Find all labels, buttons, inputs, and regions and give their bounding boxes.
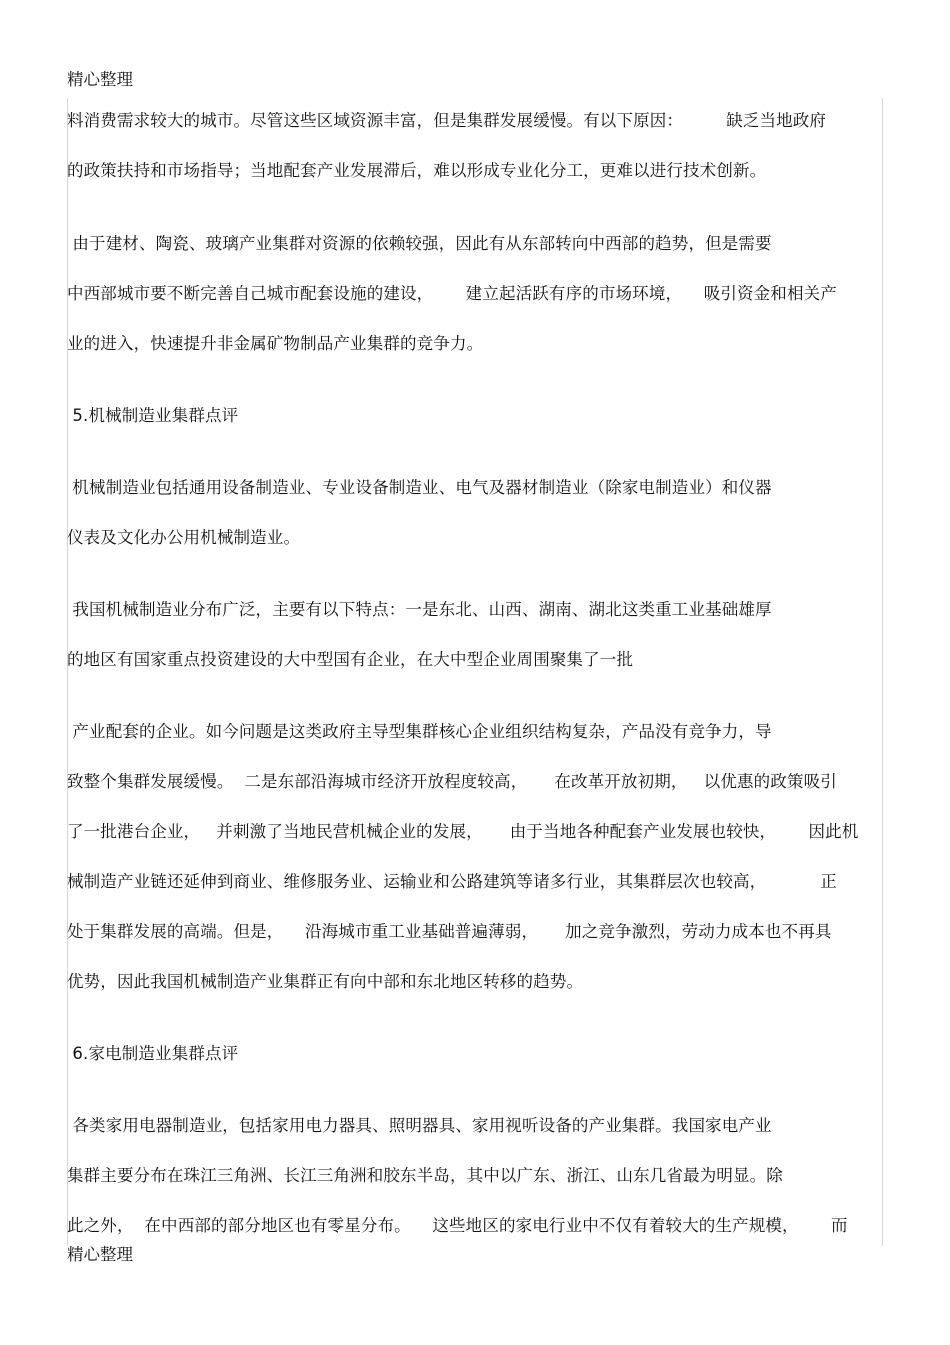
page-footer: 精心整理 [67, 1245, 133, 1264]
page-header: 精心整理 [67, 70, 133, 89]
paragraph-line: 的政策扶持和市场指导；当地配套产业发展滞后，难以形成专业化分工，更难以进行技术创新。 [67, 161, 767, 180]
paragraph-line: 处于集群发展的高端。但是， 沿海城市重工业基础普遍薄弱， 加之竞争激烈，劳动力成本也不再具 [67, 922, 832, 941]
paragraph-line: 此之外， 在中西部的部分地区也有零星分布。 这些地区的家电行业中不仅有着较大的生产规模， 而 [67, 1216, 848, 1235]
paragraph-line: 业的进入，快速提升非金属矿物制品产业集群的竞争力。 [67, 334, 484, 353]
paragraph-line: 中西部城市要不断完善自己城市配套设施的建设， 建立起活跃有序的市场环境， 吸引资金和相关产 [67, 284, 837, 303]
paragraph-line: 机械制造业包括通用设备制造业、专业设备制造业、电气及器材制造业（除家电制造业）和仪器 [67, 478, 772, 497]
paragraph-line: 集群主要分布在珠江三角洲、长江三角洲和胶东半岛，其中以广东、浙江、山东几省最为明显。除 [67, 1166, 783, 1185]
paragraph-line: 产业配套的企业。如今问题是这类政府主导型集群核心企业组织结构复杂，产品没有竞争力，导 [67, 722, 772, 741]
paragraph-line: 了一批港台企业， 并刺激了当地民营机械企业的发展， 由于当地各种配套产业发展也较快， 因此机 [67, 822, 859, 841]
paragraph-line: 优势，因此我国机械制造产业集群正有向中部和东北地区转移的趋势。 [67, 972, 584, 991]
paragraph-line: 各类家用电器制造业，包括家用电力器具、照明器具、家用视听设备的产业集群。我国家电产业 [67, 1116, 772, 1135]
left-margin-rule [67, 98, 68, 1246]
paragraph-line: 致整个集群发展缓慢。 二是东部沿海城市经济开放程度较高， 在改革开放初期， 以优惠的政策吸引 [67, 772, 837, 791]
section-heading: 5.机械制造业集群点评 [67, 406, 239, 425]
right-margin-rule [882, 98, 883, 1246]
paragraph-line: 我国机械制造业分布广泛，主要有以下特点：一是东北、山西、湖南、湖北这类重工业基础雄厚 [67, 600, 772, 619]
paragraph-line: 械制造产业链还延伸到商业、维修服务业、运输业和公路建筑等诸多行业，其集群层次也较高， 正 [67, 872, 837, 891]
paragraph-line: 料消费需求较大的城市。尽管这些区域资源丰富，但是集群发展缓慢。有以下原因： 缺乏当地政府 [67, 111, 827, 130]
paragraph-line: 仪表及文化办公用机械制造业。 [67, 528, 301, 547]
section-heading: 6.家电制造业集群点评 [67, 1044, 239, 1063]
paragraph-line: 由于建材、陶瓷、玻璃产业集群对资源的依赖较强，因此有从东部转向中西部的趋势，但是需要 [67, 234, 772, 253]
paragraph-line: 的地区有国家重点投资建设的大中型国有企业，在大中型企业周围聚集了一批 [67, 650, 634, 669]
